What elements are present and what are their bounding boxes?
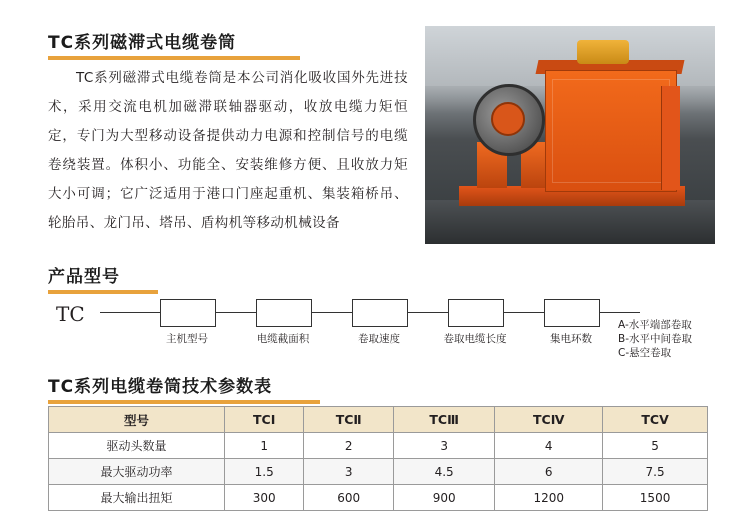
cell: 1 — [225, 433, 304, 459]
photo-machine-motor — [577, 40, 629, 64]
spec-table — [48, 406, 708, 511]
row-label: 最大驱动功率 — [49, 459, 225, 485]
cell: 6 — [495, 459, 603, 485]
model-note-line-1: A-水平端部卷取 — [618, 319, 692, 331]
model-box-2 — [256, 299, 312, 327]
model-box-1 — [160, 299, 216, 327]
photo-scene — [425, 26, 715, 244]
model-code-diagram — [48, 296, 708, 366]
spec-table-head — [49, 407, 708, 433]
photo-machine-body — [545, 70, 677, 192]
table-row — [49, 485, 708, 511]
intro-heading — [48, 28, 300, 60]
model-heading — [48, 262, 158, 294]
model-caption-5: 集电环数 — [550, 333, 592, 345]
cell: 4.5 — [393, 459, 494, 485]
model-box-4 — [448, 299, 504, 327]
cell: 600 — [304, 485, 394, 511]
model-box-3 — [352, 299, 408, 327]
photo-ground — [425, 200, 715, 244]
model-caption-3: 卷取速度 — [358, 333, 400, 345]
row-label: 驱动头数量 — [49, 433, 225, 459]
table-header-row — [49, 407, 708, 433]
cell: 3 — [304, 459, 394, 485]
cell: 1200 — [495, 485, 603, 511]
model-caption-2: 电缆截面积 — [256, 333, 310, 345]
cell: 3 — [393, 433, 494, 459]
column-header-5: TCⅤ — [603, 407, 708, 433]
spec-table-body — [49, 433, 708, 511]
column-header-2: TCⅡ — [304, 407, 394, 433]
table-row — [49, 459, 708, 485]
model-heading-text: 产品型号 — [48, 267, 120, 287]
column-header-1: TCⅠ — [225, 407, 304, 433]
cell: 7.5 — [603, 459, 708, 485]
cell: 300 — [225, 485, 304, 511]
intro-paragraph: TC系列磁滞式电缆卷筒是本公司消化吸收国外先进技术，采用交流电机加磁滞联轴器驱动，收放电缆力矩恒定，专门为大型移动设备提供动力电源和控制信号的电缆卷绕装置。体积小、功能全、安装维修方便、且收放力矩大小可调；它广泛适用于港口门座起重机、集装箱桥吊、轮胎吊、龙门吊、塔吊、盾构机等移动机械设备 — [48, 70, 408, 231]
spec-table-heading-underline — [48, 400, 320, 404]
model-note-line-3: C-悬空卷取 — [618, 347, 672, 359]
spec-table-heading — [48, 372, 320, 404]
photo-cable-drum-hub — [491, 102, 525, 136]
intro-heading-underline — [48, 56, 300, 60]
cell: 2 — [304, 433, 394, 459]
column-header-0: 型号 — [49, 407, 225, 433]
intro-heading-text: TC系列磁滞式电缆卷筒 — [48, 33, 237, 53]
model-note-line-2: B-水平中间卷取 — [618, 333, 692, 345]
model-caption-4: 卷取电缆长度 — [443, 333, 507, 345]
table-row — [49, 433, 708, 459]
column-header-4: TCⅣ — [495, 407, 603, 433]
product-photo — [425, 26, 715, 244]
spec-table-heading-text: TC系列电缆卷筒技术参数表 — [48, 377, 273, 397]
row-label: 最大输出扭矩 — [49, 485, 225, 511]
model-box-5 — [544, 299, 600, 327]
cell: 4 — [495, 433, 603, 459]
cell: 1.5 — [225, 459, 304, 485]
model-heading-underline — [48, 290, 158, 294]
photo-machine-panel — [661, 86, 680, 190]
cell: 1500 — [603, 485, 708, 511]
cell: 900 — [393, 485, 494, 511]
cell: 5 — [603, 433, 708, 459]
model-prefix-label: TC — [56, 302, 85, 326]
model-caption-1: 主机型号 — [166, 333, 208, 345]
column-header-3: TCⅢ — [393, 407, 494, 433]
